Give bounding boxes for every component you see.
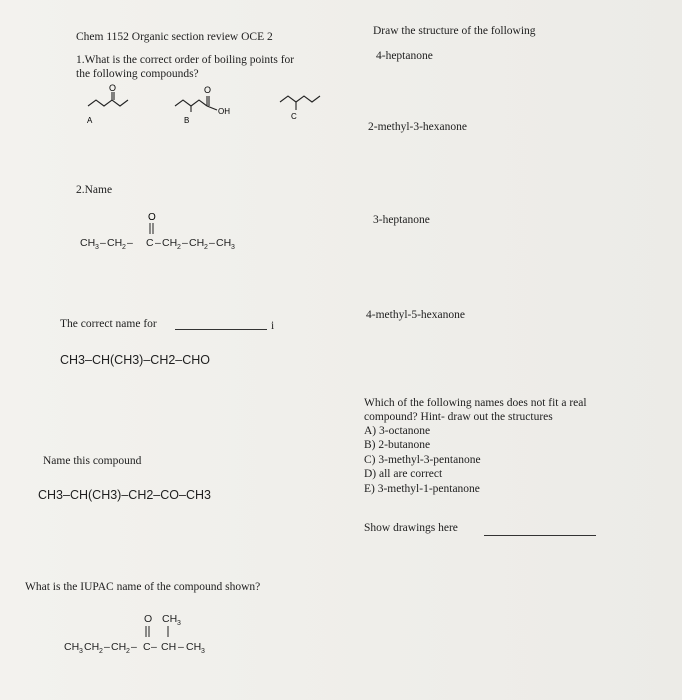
- option-e: E) 3-methyl-1-pentanone: [364, 483, 480, 495]
- answer-blank-line[interactable]: [175, 329, 267, 330]
- svg-text:–: –: [151, 641, 157, 653]
- q1-structures: [80, 80, 340, 130]
- q4-carbonyl-c: C: [143, 641, 151, 653]
- item-4-methyl-5-hexanone: 4-methyl-5-hexanone: [366, 309, 465, 321]
- svg-text:3: 3: [201, 648, 205, 655]
- svg-text:2: 2: [177, 244, 181, 251]
- compound-c-alkane: [280, 96, 320, 110]
- q4-ch3-start: CH: [64, 641, 80, 653]
- draw-prompt: Draw the structure of the following: [373, 25, 536, 37]
- svg-text:3: 3: [231, 244, 235, 251]
- svg-text:2: 2: [126, 648, 130, 655]
- compound-b-oh: OH: [218, 107, 230, 116]
- option-d: D) all are correct: [364, 468, 443, 480]
- q2-ch3-a: CH: [80, 237, 96, 249]
- svg-text:–: –: [100, 237, 106, 249]
- label-b: B: [184, 116, 190, 125]
- option-a: A) 3-octanone: [364, 425, 431, 437]
- question-2-label: 2.Name: [76, 184, 113, 196]
- mc-question-line-2: compound? Hint- draw out the structures: [364, 411, 553, 423]
- q2-formula: [76, 206, 276, 256]
- svg-text:–: –: [131, 641, 137, 653]
- q2-ch2-b: CH: [162, 237, 178, 249]
- svg-text:3: 3: [95, 244, 99, 251]
- aldehyde-formula: CH3–CH(CH3)–CH2–CHO: [60, 353, 211, 367]
- svg-text:–: –: [182, 237, 188, 249]
- svg-text:–: –: [104, 641, 110, 653]
- correct-name-suffix: i: [271, 320, 275, 332]
- drawings-answer-line[interactable]: [484, 535, 596, 536]
- compound-b-acid: [175, 96, 217, 112]
- show-drawings-label: Show drawings here: [364, 522, 458, 534]
- compound-a-oxygen: O: [109, 83, 117, 93]
- q4-ch3-end: CH: [186, 641, 202, 653]
- q2-ch2-c: CH: [189, 237, 205, 249]
- name-this-compound-label: Name this compound: [43, 455, 142, 467]
- q2-carbonyl-c: C: [146, 237, 154, 249]
- q2-ch3-b: CH: [216, 237, 232, 249]
- compound-a-ketone: [88, 92, 128, 106]
- q4-formula: [64, 610, 264, 660]
- correct-name-prompt: The correct name for: [60, 318, 157, 330]
- q4-oxygen: O: [144, 613, 153, 625]
- label-c: C: [291, 112, 297, 121]
- label-a: A: [87, 116, 93, 125]
- svg-text:–: –: [155, 237, 161, 249]
- q2-ch2-a: CH: [107, 237, 123, 249]
- iupac-question: What is the IUPAC name of the compound shown?: [25, 581, 261, 593]
- q4-ch2-a: CH: [84, 641, 100, 653]
- option-c: C) 3-methyl-3-pentanone: [364, 454, 481, 466]
- svg-text:2: 2: [122, 244, 126, 251]
- worksheet-title: Chem 1152 Organic section review OCE 2: [76, 31, 273, 43]
- q4-ch: CH: [161, 641, 177, 653]
- svg-text:2: 2: [99, 648, 103, 655]
- item-2-methyl-3-hexanone: 2-methyl-3-hexanone: [368, 121, 467, 133]
- svg-text:–: –: [178, 641, 184, 653]
- compound-b-oxygen: O: [204, 85, 212, 95]
- q4-ch2-b: CH: [111, 641, 127, 653]
- mc-question-line-1: Which of the following names does not fit a real: [364, 397, 587, 409]
- q4-branch-ch3: CH: [162, 613, 178, 625]
- item-3-heptanone: 3-heptanone: [373, 214, 430, 226]
- q2-oxygen: O: [148, 212, 156, 223]
- item-4-heptanone: 4-heptanone: [376, 50, 433, 62]
- ketone-formula: CH3–CH(CH3)–CH2–CO–CH3: [38, 488, 211, 502]
- svg-text:2: 2: [204, 244, 208, 251]
- question-1-line-1: 1.What is the correct order of boiling points for: [76, 54, 295, 66]
- svg-text:–: –: [209, 237, 215, 249]
- question-1-line-2: the following compounds?: [76, 68, 199, 80]
- svg-text:–: –: [127, 237, 133, 249]
- svg-text:3: 3: [177, 620, 181, 627]
- svg-text:3: 3: [79, 648, 83, 655]
- option-b: B) 2-butanone: [364, 439, 431, 451]
